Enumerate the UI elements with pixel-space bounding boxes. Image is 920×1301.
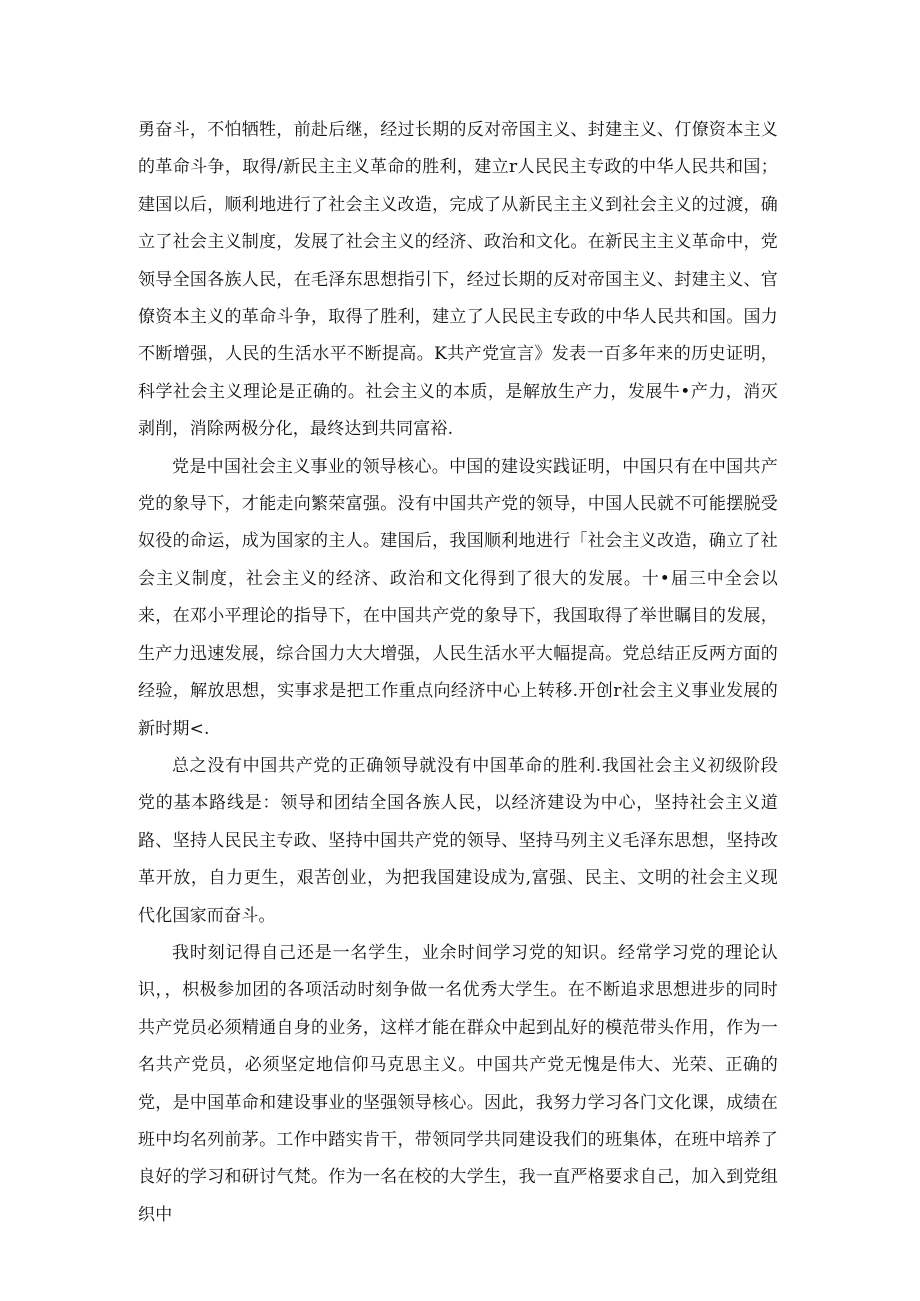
paragraph-4: 我时刻记得自己还是一名学生，业余时间学习党的知识。经常学习党的理论认识，，枳极参加团的各项活动时刻争做一名优秀大学生。在不断追求思想进步的同时共产党员必须精通自身的业务，这样才能在群众中起到乩好的模范带头作用，作为一名共产党员，必须坚定地信仰马克思主义。中国共产党无愧是伟大、光荣、正确的党，是中国革命和建设事业的坚强领导核心。因此，我努力学习各门文化课，成绩在班中均名列前茅。工作中踏实肯干，带领同学共同建设我们的班集体，在班中培养了良好的学习和研讨气梵。作为一名在校的大学生，我一直严格要求自己，加入到党组织中	[138, 942, 778, 1225]
paragraph-3: 总之没有中国共产党的正确领导就没有中国革命的胜利.我国社会主义初级阶段党的基本路线是：领导和团结全国各族人民，以经济建设为中心，坚持社会主义道路、坚持人民民主专政、坚持中国共产党的领导、坚持马列主义毛泽东思想，坚持改革开放，自力更生，艰苦创业，为把我国建设成为,富强、民主、文明的社会主义现代化国家而奋斗。	[138, 755, 778, 926]
paragraph-1: 勇奋斗，不怕牺牲，前赴后继，经过长期的反对帝国主义、封建主义、仃僚资本主义的革命斗争，取得/新民主主义革命的胜利，建立r人民民主专政的中华人民共和国；建国以后，顺利地进行了社会主义改造，完成了从新民主主义到社会主义的过渡，确立了社会主义制度，发展了社会主义的经济、政治和文化。在新民主主义革命中，党领导全国各族人民，在毛泽东思想指引下，经过长期的反对帝国主义、封建主义、官僚资本主义的革命斗争，取得了胜利，建立了人民民主专政的中华人民共和国。国力不断增强，人民的生活水平不断提高。K共产党宣言》发表一百多年来的历史证明，科学社会主义理论是正确的。社会主义的本质，是解放生产力，发展牛•产力，消灭剥削，消除两极分化，最终达到共同富裕.	[138, 120, 778, 440]
document-page	[138, 112, 778, 1234]
paragraph-2: 党是中国社会主义事业的领导核心。中国的建设实践证明，中国只有在中国共产党的象导下，才能走向繁荣富强。没有中国共产党的领导，中国人民就不可能摆脱受奴役的命运，成为国家的主人。建国后，我国顺利地进行「社会主义改造，确立了社会主义制度，社会主义的经济、政治和文化得到了很大的发展。十•届三中全会以来，在邓小平理论的指导下，在中国共产党的象导下，我国取得了举世瞩目的发展，生产力迅速发展，综合国力大大增强，人民生活水平大幅提高。党总结正反两方面的经验，解放思想，实事求是把工作重点向经济中心上转移.开创r社会主义事业发展的新时期<.	[138, 456, 778, 739]
